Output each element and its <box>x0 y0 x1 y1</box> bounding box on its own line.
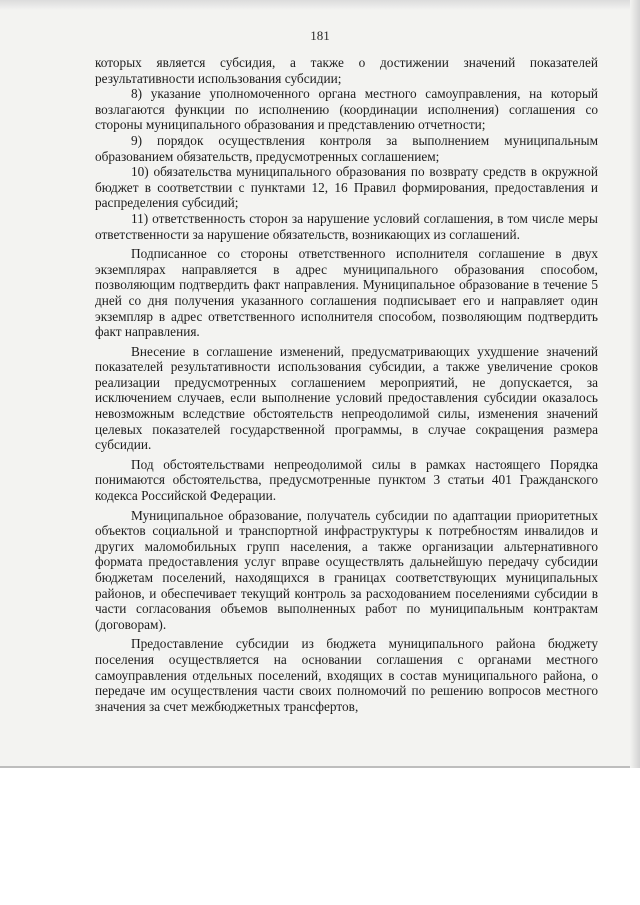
document-body <box>95 55 598 714</box>
paragraph-item-9: 9) порядок осуществления контроля за выполнением муниципальным образованием обязательств, предусмотренных соглашением; <box>95 132 598 164</box>
scan-edge-top <box>0 0 640 10</box>
paragraph-item-11: 11) ответственность сторон за нарушение условий соглашения, в том числе меры ответственности за нарушение обязательств, возникающих из соглашений. <box>95 210 598 242</box>
paragraph-amendments: Внесение в соглашение изменений, предусматривающих ухудшение значений показателей результативности использования субсидии, а также увеличение сроков реализации предусмотренных соглашением мероприятий, не допускается, за исключением случаев, если выполнение условий предоставления субсидии оказалось невозможным вследствие обстоятельств непреодолимой силы, изменения значений целевых показателей государственной программы, в случае сокращения размера субсидии. <box>95 343 598 453</box>
paragraph-item-8: 8) указание уполномоченного органа местного самоуправления, на который возлагаются функции по исполнению (координации исполнения) соглашения со стороны муниципального образования и представлению отчетности; <box>95 86 598 133</box>
paragraph-transfer: Предоставление субсидии из бюджета муниципального района бюджету поселения осуществляется на основании соглашения с органами местного самоуправления отдельных поселений, входящих в состав муниципального района, о передаче им осуществления части своих полномочий по решению вопросов местного значения за счет межбюджетных трансфертов, <box>95 636 598 714</box>
page-number: 181 <box>310 28 330 43</box>
paragraph-continuation: которых является субсидия, а также о достижении значений показателей результативности использования субсидии; <box>95 55 598 86</box>
paragraph-item-10: 10) обязательства муниципального образования по возврату средств в окружной бюджет в соответствии с пунктами 12, 16 Правил формирования, предоставления и распределения субсидий; <box>95 164 598 211</box>
paragraph-recipient: Муниципальное образование, получатель субсидии по адаптации приоритетных объектов социальной и транспортной инфраструктуры к потребностям инвалидов и других маломобильных групп населения, а также организации альтернативного формата предоставления услуг вправе осуществлять дальнейшую передачу субсидии бюджетам поселений, находящихся в границах соответствующих муниципальных районов, и обеспечивает текущий контроль за расходованием поселениями субсидии в части согласования объемов выполненных работ по муниципальным контрактам (договорам). <box>95 507 598 632</box>
scan-edge-right <box>630 0 640 768</box>
paragraph-force-majeure: Под обстоятельствами непреодолимой силы в рамках настоящего Порядка понимаются обстоятельства, предусмотренные пунктом 3 статьи 401 Гражданского кодекса Российской Федерации. <box>95 456 598 504</box>
paragraph-signing: Подписанное со стороны ответственного исполнителя соглашение в двух экземплярах направляется в адрес муниципального образования способом, позволяющим подтвердить факт направления. Муниципальное образование в течение 5 дней со дня получения указанного соглашения подписывает его и направляет один экземпляр в адрес ответственного исполнителя способом, позволяющим подтвердить факт направления. <box>95 246 598 340</box>
